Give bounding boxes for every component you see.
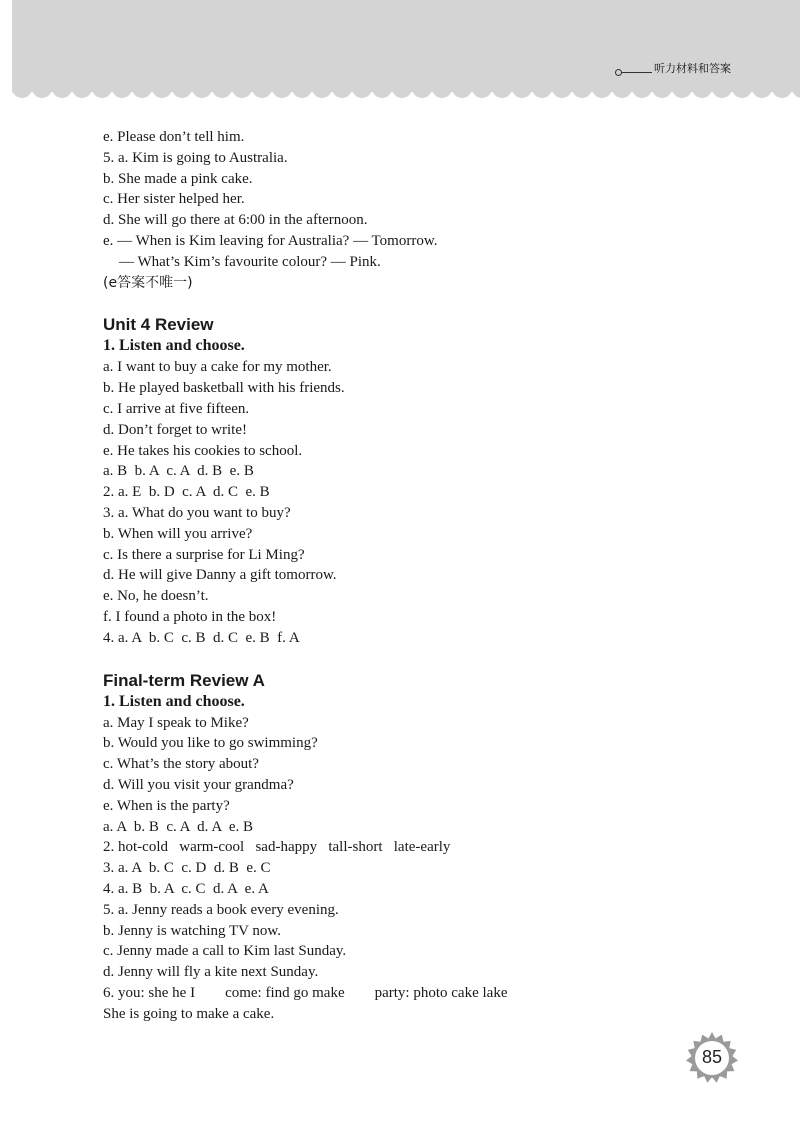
answer-line: a. I want to buy a cake for my mother.	[103, 359, 332, 376]
answer-line: 4. a. A b. C c. B d. C e. B f. A	[103, 629, 300, 646]
header-title: 听力材料和答案	[654, 62, 731, 75]
section-title-unit4: Unit 4 Review	[103, 315, 214, 335]
answer-line: 2. a. E b. D c. A d. C e. B	[103, 484, 270, 501]
answer-line: e. Please don’t tell him.	[103, 129, 245, 145]
answer-line: b. He played basketball with his friends.	[103, 380, 345, 397]
final-term-lines	[103, 713, 743, 1025]
answer-line: c. Is there a surprise for Li Ming?	[103, 546, 305, 563]
answer-line: d. Jenny will fly a kite next Sunday.	[103, 964, 319, 981]
header-scalloped-edge	[12, 88, 800, 104]
unit4-lines	[103, 357, 743, 648]
answer-line: a. A b. B c. A d. A e. B	[103, 818, 254, 835]
answer-line: 5. a. Kim is going to Australia.	[103, 149, 288, 166]
answer-line: b. Jenny is watching TV now.	[103, 922, 282, 939]
answer-line: c. I arrive at five fifteen.	[103, 400, 250, 417]
answer-line: b. Would you like to go swimming?	[103, 735, 318, 752]
answer-note: (e答案不唯一)	[103, 274, 193, 291]
page-content	[103, 127, 743, 1024]
answer-line: — What’s Kim’s favourite colour? — Pink.	[119, 253, 381, 270]
answer-line: b. She made a pink cake.	[103, 170, 253, 187]
answer-line: d. Don’t forget to write!	[103, 421, 248, 438]
answer-line: e. When is the party?	[103, 797, 230, 814]
answer-line: She is going to make a cake.	[103, 1005, 275, 1022]
answer-line: e. He takes his cookies to school.	[103, 442, 303, 459]
answer-line: c. What’s the story about?	[103, 756, 259, 773]
answer-line: c. Jenny made a call to Kim last Sunday.	[103, 943, 347, 960]
header-rule-dot-left	[615, 69, 622, 76]
answer-line: 4. a. B b. A c. C d. A e. A	[103, 880, 269, 897]
answer-line: e. No, he doesn’t.	[103, 588, 209, 605]
answer-line: c. Her sister helped her.	[103, 191, 245, 208]
page-number: 85	[701, 1047, 723, 1067]
answer-line: 5. a. Jenny reads a book every evening.	[103, 901, 339, 918]
answers-block-1	[103, 127, 743, 293]
answer-line: f. I found a photo in the box!	[103, 608, 277, 625]
answer-line: d. Will you visit your grandma?	[103, 776, 294, 793]
answer-line: 6. you: she he I come: find go make party: photo cake lake	[103, 984, 508, 1001]
answer-line: a. May I speak to Mike?	[103, 714, 249, 731]
answer-line: a. B b. A c. A d. B e. B	[103, 463, 254, 480]
header-band	[12, 0, 800, 92]
answer-line: 2. hot-cold warm-cool sad-happy tall-short late-early	[103, 839, 451, 856]
answer-line: d. She will go there at 6:00 in the afternoon.	[103, 212, 368, 229]
subsection-title: 1. Listen and choose.	[103, 692, 245, 710]
answer-line: b. When will you arrive?	[103, 525, 253, 542]
answer-line: 3. a. What do you want to buy?	[103, 504, 291, 521]
answer-line: e. — When is Kim leaving for Australia? — Tomorrow.	[103, 232, 438, 249]
answer-line: 3. a. A b. C c. D d. B e. C	[103, 860, 271, 877]
section-title-final-term: Final-term Review A	[103, 670, 265, 690]
subsection-title: 1. Listen and choose.	[103, 337, 245, 355]
answer-line: d. He will give Danny a gift tomorrow.	[103, 567, 337, 584]
